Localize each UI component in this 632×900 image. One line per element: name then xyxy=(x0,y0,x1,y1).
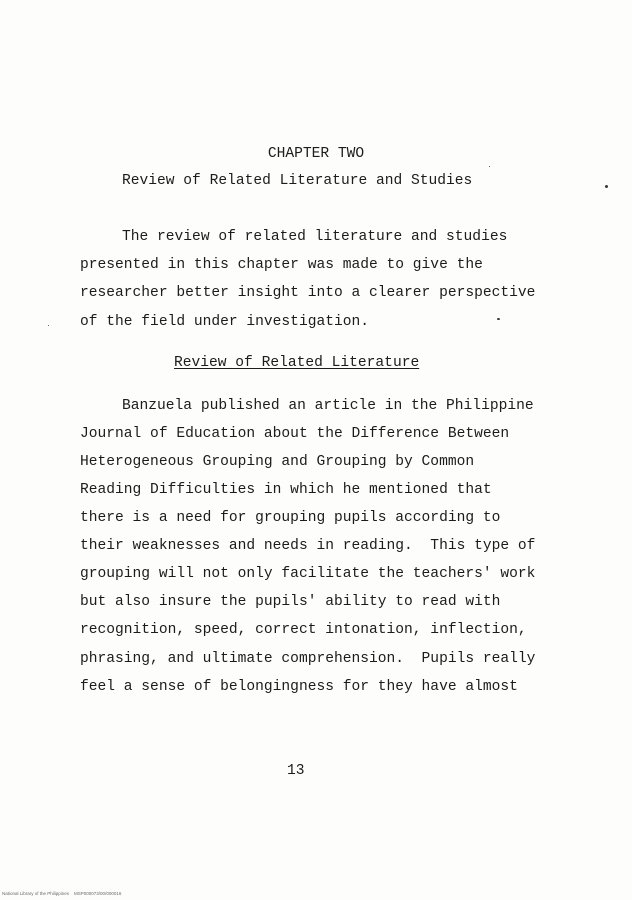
paragraph-line: their weaknesses and needs in reading. This type of xyxy=(80,538,536,554)
paragraph-line: there is a need for grouping pupils according to xyxy=(80,510,501,526)
subheading: Review of Related Literature xyxy=(174,355,420,371)
scan-speck xyxy=(489,166,490,167)
paragraph-line: but also insure the pupils' ability to read with xyxy=(80,594,501,610)
paragraph-line: recognition, speed, correct intonation, inflection, xyxy=(80,622,527,638)
scan-speck xyxy=(497,318,500,320)
paragraph-line: Banzuela published an article in the Philippine xyxy=(122,398,534,414)
paragraph-line: presented in this chapter was made to give the xyxy=(80,257,483,273)
paragraph-line: researcher better insight into a clearer perspective xyxy=(80,285,536,301)
paragraph-line: grouping will not only facilitate the teachers' work xyxy=(80,566,536,582)
scan-speck xyxy=(605,185,608,188)
paragraph-line: feel a sense of belongingness for they have almost xyxy=(80,679,518,695)
paragraph-line: The review of related literature and studies xyxy=(122,229,508,245)
paragraph-line: Heterogeneous Grouping and Grouping by Common xyxy=(80,454,475,470)
paragraph-line: Reading Difficulties in which he mentioned that xyxy=(80,482,492,498)
chapter-title: CHAPTER TWO xyxy=(267,146,365,162)
scan-speck xyxy=(48,325,49,326)
paragraph-line: of the field under investigation. xyxy=(80,314,370,330)
page-number: 13 xyxy=(287,763,305,779)
paragraph-line: phrasing, and ultimate comprehension. Pupils really xyxy=(80,651,536,667)
paragraph-line: Journal of Education about the Difference Between xyxy=(80,426,510,442)
footer-note: National Library of the Philippines MSP000073/00/000016 xyxy=(2,891,122,896)
section-heading: Review of Related Literature and Studies xyxy=(122,173,473,189)
